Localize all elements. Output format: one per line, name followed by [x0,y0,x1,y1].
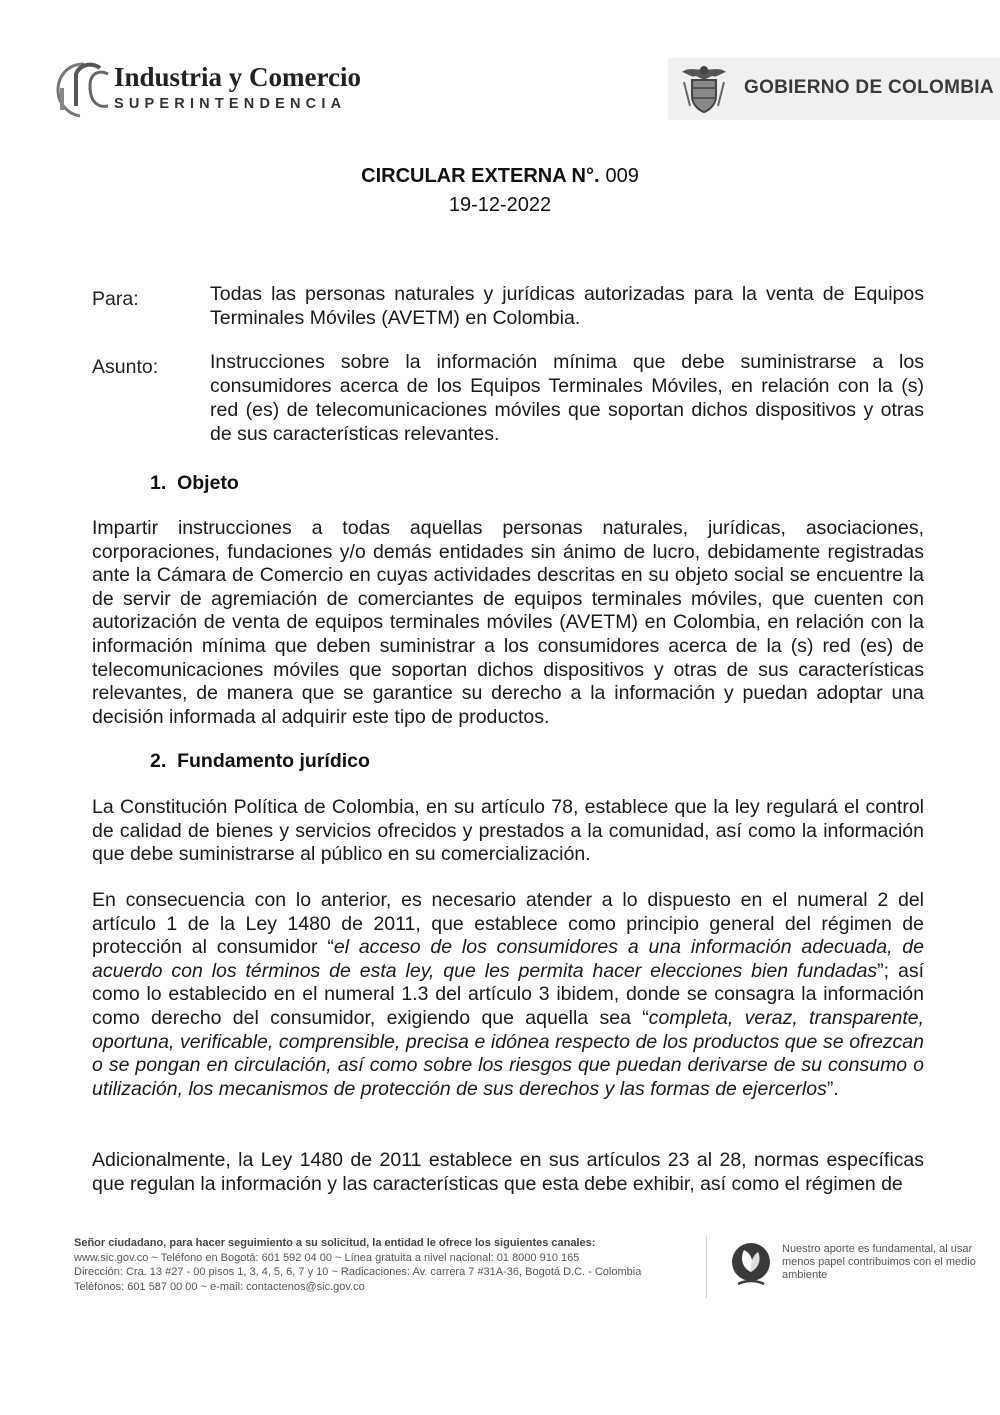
footer-phone-line: Teléfonos: 601 587 00 00 ~ e-mail: contactenos@sic.gov.co [74,1280,365,1293]
section-objeto-paragraph: Impartir instrucciones a todas aquellas personas naturales, jurídicas, asociaciones, corporaciones, fundaciones y/o demás entidades sin ánimo de lucro, debidamente registradas ante la Cámara de Comercio en cuyas actividades descritas en su objeto social se encuentre la de servir de agremiación de comerciantes de equipos terminales móviles, que cuenten con autorización de venta de equipos terminales móviles (AVETM) en Colombia, en relación con la información mínima que deben suministrar a los consumidores acerca de la (s) red (es) de telecomunicaciones móviles que soportan dichos dispositivos y otras de sus características relevantes, de manera que se garantice su derecho a la información y puedan adoptar una decisión informada al adquirir este tipo de productos. [92,517,924,728]
sic-logo [50,58,370,122]
circular-title: CIRCULAR EXTERNA N°. [361,165,600,187]
paragraph-text: En consecuencia con lo anterior, es necesario atender a lo dispuesto en el numeral 2 del artículo 1 de la Ley 1480 de 2011, que establece como principio general del régimen de protección al consumidor “ [92,889,924,959]
asunto-value: Instrucciones sobre la información mínima que debe suministrarse a los consumidores acerca de los Equipos Terminales Móviles, en relación con la (s) red (es) de telecomunicaciones móviles que soportan dichos dispositivos y otras de sus características relevantes. [210,351,924,445]
quoted-text: el acceso de los consumidores a una información adecuada, de acuerdo con los términos de esta ley, que les permita hacer elecciones bien fundadas [92,936,924,982]
asunto-label: Asunto: [92,356,159,378]
paragraph-text: ”. [826,1077,839,1100]
circular-date: 19-12-2022 [448,194,552,216]
quoted-text: completa, veraz, transparente, oportuna, verificable, comprensible, precisa e idónea respecto de los productos que se ofrezcan o se pongan en circulación, así como sobre los riesgos que puedan derivarse de su consumo o utilización, los mecanismos de protección de sus derechos y las formas de ejercerlos [92,1006,925,1100]
circular-number: 009 [605,165,639,187]
colombia-coat-of-arms-icon [676,62,732,116]
footer-intro: Señor ciudadano, para hacer seguimiento a su solicitud, la entidad le ofrece los siguientes canales: [74,1237,596,1249]
sic-brand-subtitle: SUPERINTENDENCIA [114,96,347,112]
footer-contact-info [74,1236,694,1294]
footer-divider [706,1236,707,1298]
section-fundamento-paragraph-2 [92,889,924,1101]
government-logo [668,58,1000,120]
footer-eco-message: Nuestro aporte es fundamental, al usar menos papel contribuimos con el medio ambiente [782,1243,976,1281]
footer-contact-line: www.sic.gov.co ~ Teléfono en Bogotá: 601 592 04 00 ~ Línea gratuita a nivel nacional: 01 8000 910 165 [74,1251,580,1264]
eco-leaf-icon [728,1240,774,1288]
para-label: Para: [92,288,139,310]
section-heading-objeto: 1. Objeto [150,472,239,494]
footer-address-line: Dirección: Cra. 13 #27 - 00 pisos 1, 3, 4, 5, 6, 7 y 10 ~ Radicaciones: Av. carrera 7 #31A-36, Bogotá D.C. - Colombia [74,1266,642,1278]
sic-brand-name: Industria y Comercio [114,62,361,92]
circular-title-block [0,165,1000,217]
section-heading-fundamento: 2. Fundamento jurídico [150,750,370,772]
para-value: Todas las personas naturales y jurídicas autorizadas para la venta de Equipos Terminales Móviles (AVETM) en Colombia. [210,283,924,329]
section-fundamento-paragraph-1: La Constitución Política de Colombia, en su artículo 78, establece que la ley regulará el control de calidad de bienes y servicios ofrecidos y prestados a la comunidad, así como la información que debe suministrarse al público en su comercialización. [92,796,924,866]
government-label: GOBIERNO DE COLOMBIA [744,77,994,98]
section-fundamento-paragraph-3: Adicionalmente, la Ley 1480 de 2011 establece en sus artículos 23 al 28, normas específicas que regulan la información y las características que esta debe exhibir, así como el régimen de [92,1149,924,1195]
paragraph-text: ”; así como lo establecido en el numeral 1.3 del artículo 3 ibidem, donde se consagra la información como derecho del consumidor, exigiendo que aquella sea “ [92,959,924,1029]
sic-logo-mark-icon [50,58,110,120]
